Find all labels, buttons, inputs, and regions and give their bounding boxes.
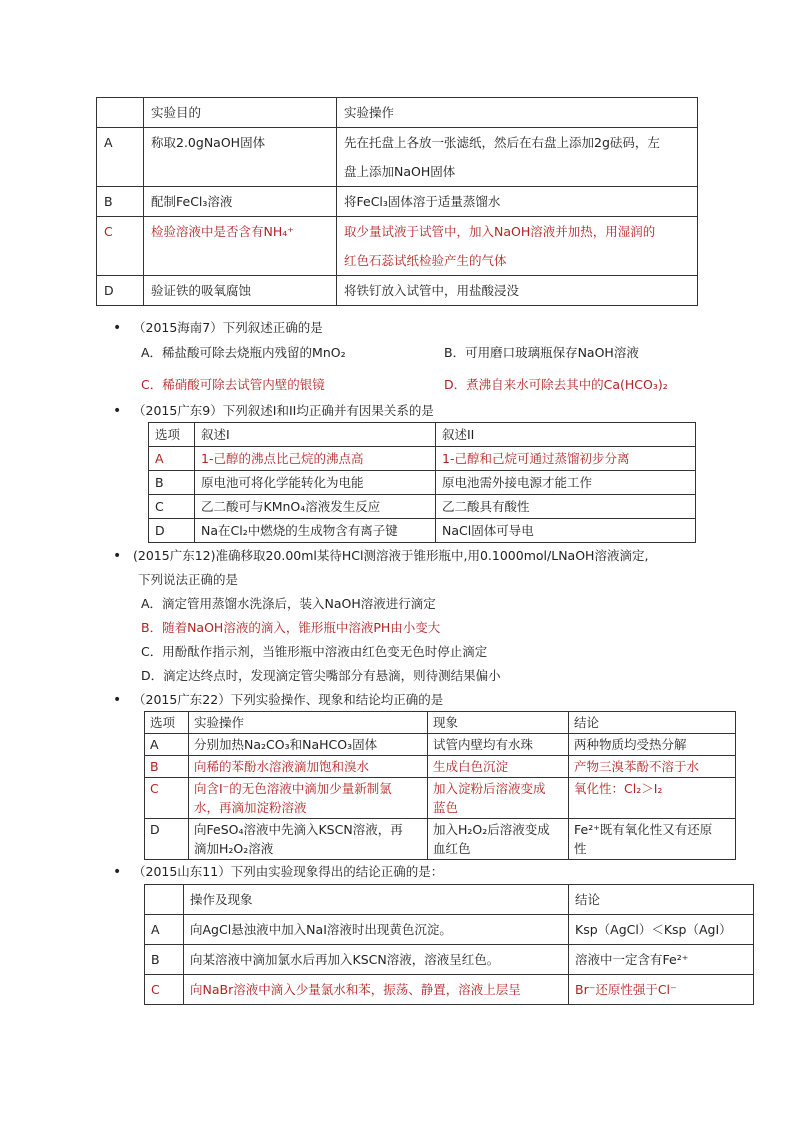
- table-cell: [189, 819, 428, 860]
- table-cell: 乙二酸具有酸性: [436, 495, 696, 519]
- table-row: [145, 975, 754, 1005]
- table-cell: 操作及现象: [184, 885, 569, 915]
- table-cell: Br⁻还原性强于Cl⁻: [569, 975, 754, 1005]
- bullet-icon: •: [113, 692, 122, 708]
- option-a: A．滴定管用蒸馏水洗涤后，装入NaOH溶液进行滴定: [141, 596, 436, 611]
- cell-line: 向含I⁻的无色溶液中滴加少量新制氯: [194, 781, 392, 796]
- bullet-icon: •: [113, 864, 122, 880]
- question-stem: [113, 318, 323, 338]
- table-cell: 选项: [145, 712, 189, 734]
- table-cell: 1-己醇和己烷可通过蒸馏初步分离: [436, 447, 696, 471]
- table-header-row: [149, 423, 696, 447]
- table-cell: 向某溶液中滴加氯水后再加入KSCN溶液，溶液呈红色。: [184, 945, 569, 975]
- table-row: [145, 945, 754, 975]
- table-cell: 选项: [149, 423, 195, 447]
- table-cell: 原电池需外接电源才能工作: [436, 471, 696, 495]
- cell-line: 向FeSO₄溶液中先滴入KSCN溶液，再: [194, 822, 403, 837]
- option-c: C．用酚酞作指示剂，当锥形瓶中溶液由红色变无色时停止滴定: [141, 644, 488, 659]
- table-cell: A: [97, 128, 144, 187]
- table-experiment-results: [144, 711, 736, 860]
- table-cell: B: [97, 187, 144, 217]
- table-header-row: [97, 98, 698, 128]
- table-header-row: [145, 712, 736, 734]
- cell-line: 取少量试液于试管中，加入NaOH溶液并加热，用湿润的: [344, 224, 656, 239]
- option-a: A．稀盐酸可除去烧瓶内残留的MnO₂: [141, 345, 346, 360]
- table-row: [149, 495, 696, 519]
- table-cell: 向NaBr溶液中滴入少量氯水和苯，振荡、静置，溶液上层呈: [184, 975, 569, 1005]
- table-cell: 叙述II: [436, 423, 696, 447]
- table-row: [97, 217, 698, 276]
- option-d: D．滴定达终点时，发现滴定管尖嘴部分有悬滴，则待测结果偏小: [141, 668, 501, 683]
- table-cell: 1-己醇的沸点比己烷的沸点高: [195, 447, 436, 471]
- table-cell: 产物三溴苯酚不溶于水: [569, 756, 736, 778]
- bullet-icon: •: [113, 320, 122, 336]
- question-stem: [113, 546, 648, 566]
- cell-line: 性: [574, 841, 587, 856]
- table-row: [145, 915, 754, 945]
- option-b: B．可用磨口玻璃瓶保存NaOH溶液: [444, 345, 639, 360]
- table-cell: 实验目的: [144, 98, 337, 128]
- table-cell: C: [145, 975, 184, 1005]
- table-row: [145, 756, 736, 778]
- table-cell: 将铁钉放入试管中，用盐酸浸没: [337, 276, 698, 306]
- table-cell: 验证铁的吸氧腐蚀: [144, 276, 337, 306]
- table-cell: B: [145, 945, 184, 975]
- question-stem: [113, 690, 443, 710]
- table-cell: [428, 778, 569, 819]
- table-cell: 氧化性：Cl₂＞I₂: [569, 778, 736, 819]
- table-cell: NaCl固体可导电: [436, 519, 696, 543]
- table-cell: 溶液中一定含有Fe²⁺: [569, 945, 754, 975]
- question-stem: [113, 862, 443, 882]
- table-cell: 乙二酸可与KMnO₄溶液发生反应: [195, 495, 436, 519]
- cell-line: 蓝色: [433, 800, 459, 815]
- table-cell: Na在Cl₂中燃烧的生成物含有离子键: [195, 519, 436, 543]
- table-cell: B: [145, 756, 189, 778]
- table-cell: C: [145, 778, 189, 819]
- stem-text: （2015山东11）下列由实验现象得出的结论正确的是：: [133, 864, 444, 879]
- cell-line: Fe²⁺既有氧化性又有还原: [574, 822, 713, 837]
- table-cell: A: [145, 734, 189, 756]
- cell-line: 盘上添加NaOH固体: [344, 164, 456, 179]
- table-cell: 两种物质均受热分解: [569, 734, 736, 756]
- question-stem: [113, 401, 434, 421]
- table-cell: 结论: [569, 712, 736, 734]
- table-cell: 现象: [428, 712, 569, 734]
- table-cell: 向稀的苯酚水溶液滴加饱和溴水: [189, 756, 428, 778]
- table-row: [145, 734, 736, 756]
- stem-text: （2015广东22）下列实验操作、现象和结论均正确的是: [133, 692, 444, 707]
- table-cell: [337, 217, 698, 276]
- table-cell: 分别加热Na₂CO₃和NaHCO₃固体: [189, 734, 428, 756]
- table-row: [145, 778, 736, 819]
- table-conclusions: [144, 884, 754, 1005]
- table-cell: 生成白色沉淀: [428, 756, 569, 778]
- table-row: [149, 519, 696, 543]
- table-cell: [428, 819, 569, 860]
- table-cell: 实验操作: [189, 712, 428, 734]
- table-cell: 配制FeCl₃溶液: [144, 187, 337, 217]
- stem-text: 下列说法正确的是: [138, 572, 239, 587]
- table-cell: [145, 885, 184, 915]
- table-cell: D: [145, 819, 189, 860]
- cell-line: 加入淀粉后溶液变成: [433, 781, 546, 796]
- table-cell: C: [97, 217, 144, 276]
- cell-line: 先在托盘上各放一张滤纸，然后在右盘上添加2g砝码，左: [344, 135, 660, 150]
- option-c: C．稀硝酸可除去试管内壁的银镜: [141, 377, 325, 392]
- cell-line: 血红色: [433, 841, 471, 856]
- stem-text: （2015广东9）下列叙述I和II均正确并有因果关系的是: [133, 403, 434, 418]
- table-cell: A: [149, 447, 195, 471]
- table-cell: 称取2.0gNaOH固体: [144, 128, 337, 187]
- table-statements: [148, 422, 696, 543]
- table-row: [97, 128, 698, 187]
- table-cell: 实验操作: [337, 98, 698, 128]
- stem-text: (2015广东12)准确移取20.00ml某待HCl测溶液于锥形瓶中,用0.1000mol/LNaOH溶液滴定,: [133, 548, 649, 563]
- bullet-icon: •: [113, 403, 122, 419]
- table-cell: 叙述I: [195, 423, 436, 447]
- table-row: [149, 471, 696, 495]
- table-cell: D: [149, 519, 195, 543]
- option-b: B．随着NaOH溶液的滴入，锥形瓶中溶液PH由小变大: [141, 620, 441, 635]
- table-row: [97, 187, 698, 217]
- stem-text: （2015海南7）下列叙述正确的是: [133, 320, 323, 335]
- table-cell: [189, 778, 428, 819]
- table-cell: 原电池可将化学能转化为电能: [195, 471, 436, 495]
- table-cell: 结论: [569, 885, 754, 915]
- table-cell: 试管内壁均有水珠: [428, 734, 569, 756]
- table-cell: [97, 98, 144, 128]
- table-cell: 检验溶液中是否含有NH₄⁺: [144, 217, 337, 276]
- table-cell: A: [145, 915, 184, 945]
- table-experiment-purpose: [96, 97, 698, 306]
- table-row: [97, 276, 698, 306]
- table-cell: C: [149, 495, 195, 519]
- table-row: [149, 447, 696, 471]
- table-cell: [569, 819, 736, 860]
- table-cell: D: [97, 276, 144, 306]
- table-header-row: [145, 885, 754, 915]
- table-cell: 向AgCl悬浊液中加入NaI溶液时出现黄色沉淀。: [184, 915, 569, 945]
- table-cell: 将FeCl₃固体溶于适量蒸馏水: [337, 187, 698, 217]
- table-cell: Ksp（AgCl）＜Ksp（AgI）: [569, 915, 754, 945]
- table-cell: [337, 128, 698, 187]
- cell-line: 加入H₂O₂后溶液变成: [433, 822, 550, 837]
- cell-line: 水，再滴加淀粉溶液: [194, 800, 307, 815]
- cell-line: 红色石蕊试纸检验产生的气体: [344, 253, 507, 268]
- table-row: [145, 819, 736, 860]
- bullet-icon: •: [113, 548, 122, 564]
- option-d: D．煮沸自来水可除去其中的Ca(HCO₃)₂: [444, 377, 668, 392]
- table-cell: B: [149, 471, 195, 495]
- cell-line: 滴加H₂O₂溶液: [194, 841, 274, 856]
